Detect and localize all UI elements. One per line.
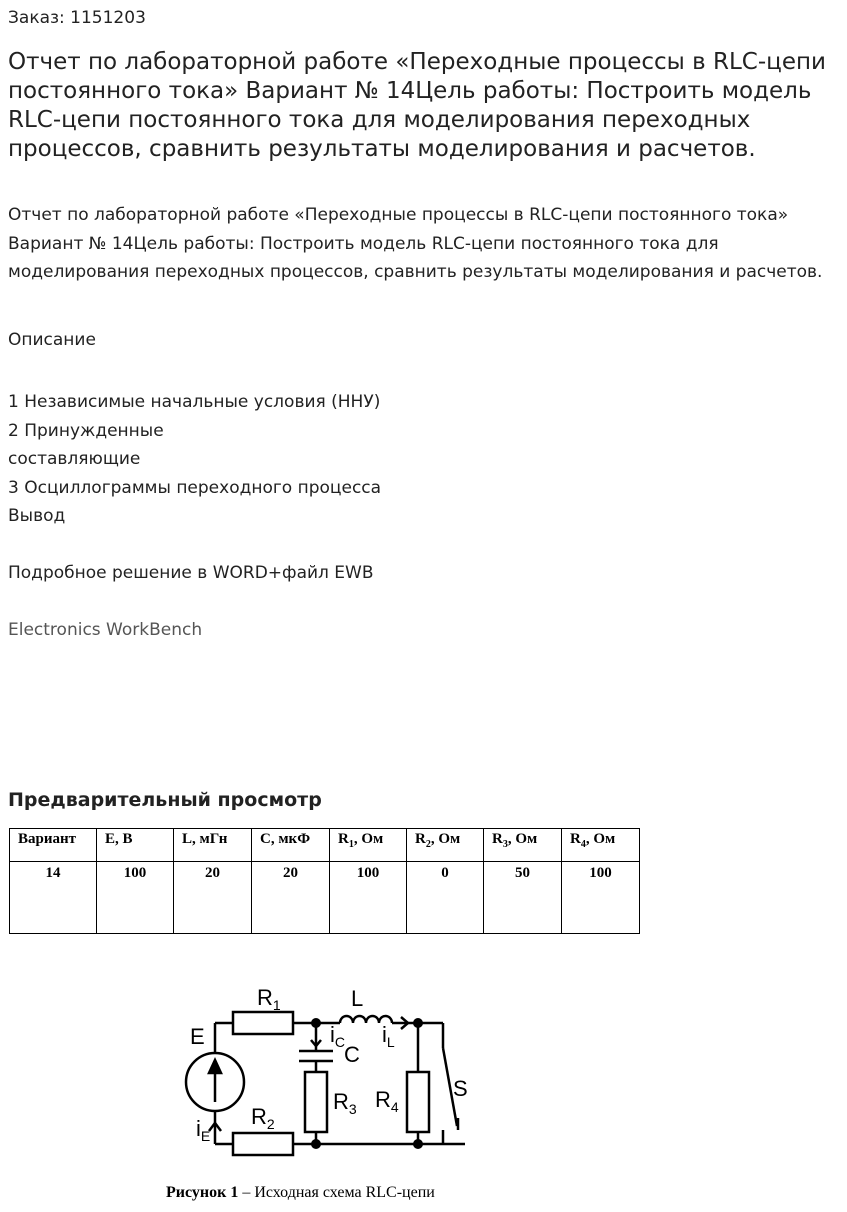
junction-dot (311, 1139, 321, 1149)
label-r2: $R_2$ (251, 1104, 275, 1132)
preview-heading: Предварительный просмотр (8, 789, 322, 811)
label-s: S (453, 1076, 468, 1101)
figure-caption: Рисунок 1 – Исходная схема RLC-цепи (166, 1184, 435, 1201)
header-r3: $R_3$, Ом (484, 829, 562, 862)
page-title: Отчет по лабораторной работе «Переходные процессы в RLC-цепи постоянного тока» Вариант № 14Цель работы: Построить модель RLC-цепи постоянного тока для моделирования переходных процессов, сравнить результаты моделирования и расчетов. (8, 49, 826, 162)
source-arrowhead (209, 1060, 221, 1073)
cell-e: 100 (97, 862, 174, 934)
cell-r4: 100 (562, 862, 640, 934)
order-number: Заказ: 1151203 (8, 8, 146, 28)
junction-dot (311, 1018, 321, 1028)
contents-item: 2 Принужденные (8, 421, 164, 441)
lead-paragraph: Отчет по лабораторной работе «Переходные процессы в RLC-цепи постоянного тока» Вариант № 14Цель работы: Построить модель RLC-цепи постоянного тока для моделирования переходных процессов, сравнить результаты моделирования и расчетов. (8, 205, 823, 282)
label-e: E (190, 1024, 205, 1049)
label-ie: $i_E$ (196, 1116, 211, 1144)
contents-item: составляющие (8, 449, 141, 469)
description-heading: Описание (8, 330, 96, 350)
resistor-r4-symbol (407, 1072, 429, 1132)
junction-dot (413, 1018, 423, 1028)
header-l: L, мГн (174, 829, 252, 862)
resistor-r1-symbol (233, 1012, 293, 1034)
circuit-schematic (175, 978, 495, 1178)
junction-dot (413, 1139, 423, 1149)
cell-r3: 50 (484, 862, 562, 934)
cell-r1: 100 (330, 862, 407, 934)
header-c: С, мкФ (252, 829, 330, 862)
header-r4: $R_4$, Ом (562, 829, 640, 862)
cell-r2: 0 (407, 862, 484, 934)
solution-note: Подробное решение в WORD+файл EWB (8, 563, 374, 583)
resistor-r2-symbol (233, 1133, 293, 1155)
label-r1: $R_1$ (257, 985, 281, 1013)
label-l: L (351, 986, 364, 1011)
header-e: E, В (97, 829, 174, 862)
contents-item: 3 Осциллограммы переходного процесса (8, 478, 382, 498)
label-ic: $i_C$ (330, 1022, 346, 1050)
label-il: $i_L$ (382, 1022, 395, 1050)
header-r2: $R_2$, Ом (407, 829, 484, 862)
header-r1: $R_1$, Ом (330, 829, 407, 862)
contents-item: Вывод (8, 506, 66, 526)
label-r3: $R_3$ (333, 1089, 357, 1117)
parameters-table (9, 828, 640, 934)
header-variant: Вариант (10, 829, 97, 862)
software-name: Electronics WorkBench (8, 620, 203, 640)
table-header-row (10, 829, 640, 862)
contents-item: 1 Независимые начальные условия (ННУ) (8, 392, 381, 412)
label-c: C (344, 1042, 360, 1067)
resistor-r3-symbol (305, 1072, 327, 1132)
label-r4: $R_4$ (375, 1087, 399, 1115)
cell-c: 20 (252, 862, 330, 934)
cell-variant: 14 (10, 862, 97, 934)
cell-l: 20 (174, 862, 252, 934)
table-row (10, 862, 640, 934)
